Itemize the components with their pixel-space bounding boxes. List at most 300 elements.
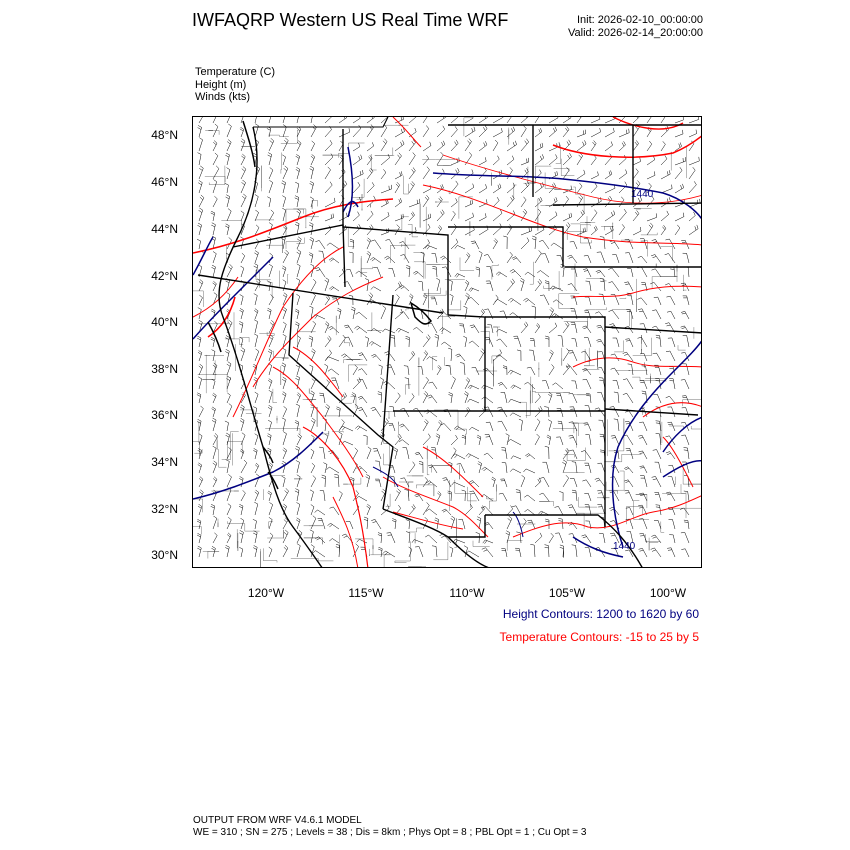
wind-barb-flag — [270, 168, 273, 171]
wind-barb-staff — [632, 364, 633, 375]
county-line — [636, 495, 647, 509]
wind-barb-flag — [334, 474, 338, 475]
wind-barb-flag — [331, 288, 334, 291]
wind-barb-flag — [611, 326, 615, 327]
wind-barb-flag — [214, 516, 217, 518]
wind-barb-flag — [227, 142, 230, 145]
wind-barb-flag — [213, 365, 216, 368]
wind-barb-flag — [569, 140, 571, 144]
wind-barb-staff — [423, 243, 430, 249]
wind-barb-staff — [687, 336, 689, 348]
wind-barb-staff — [504, 311, 507, 319]
wind-barb-staff — [323, 251, 325, 263]
wind-barb-flag — [638, 337, 642, 338]
wind-barb-flag — [327, 338, 329, 341]
wind-barb-staff — [647, 160, 655, 165]
wind-barb-flag — [638, 309, 642, 310]
wind-barb-flag — [428, 214, 429, 218]
wind-barb-flag — [498, 185, 499, 189]
county-line — [612, 310, 630, 327]
wind-barb-flag — [416, 496, 420, 497]
wind-barb-flag — [198, 323, 201, 325]
wind-barb-flag — [311, 505, 314, 507]
wind-barb-staff — [591, 144, 596, 151]
wind-barb-flag — [226, 281, 230, 283]
init-time: Init: 2026-02-10_00:00:00 — [577, 14, 703, 26]
wind-barb-flag — [555, 323, 557, 327]
wind-barb-staff — [283, 409, 287, 417]
wind-barb-flag — [285, 138, 288, 141]
wind-barb-flag — [455, 126, 457, 129]
wind-barb-staff — [689, 229, 698, 235]
wind-barb-staff — [574, 242, 577, 250]
wind-barb-flag — [569, 353, 573, 354]
wind-barb-flag — [369, 342, 372, 345]
wind-barb-flag — [683, 130, 684, 134]
wind-barb-flag — [310, 530, 314, 532]
wind-barb-flag — [482, 548, 486, 550]
wind-barb-staff — [311, 478, 316, 487]
wind-barb-flag — [358, 369, 362, 371]
wind-barb-flag — [199, 366, 202, 369]
wind-barb-flag — [198, 448, 201, 450]
wind-barb-staff — [241, 520, 244, 529]
wind-barb-flag — [240, 407, 243, 409]
wind-barb-staff — [633, 162, 641, 166]
wind-barb-flag — [579, 155, 582, 158]
wind-barb-staff — [283, 478, 285, 487]
wind-barb-flag — [559, 492, 563, 493]
wind-barb-flag — [197, 521, 201, 523]
wind-barb-flag — [679, 144, 680, 148]
wind-barb-flag — [497, 339, 501, 341]
wind-barb-staff — [227, 185, 228, 193]
wind-barb-staff — [574, 267, 577, 277]
wind-barb-flag — [296, 154, 299, 156]
wind-barb-staff — [629, 239, 633, 249]
wind-barb-flag — [392, 519, 396, 521]
wind-barb-flag — [556, 154, 558, 158]
wind-barb-flag — [313, 321, 316, 324]
wind-barb-flag — [253, 519, 257, 521]
wind-barb-flag — [255, 309, 258, 311]
wind-barb-staff — [535, 282, 542, 291]
wind-barb-flag — [499, 171, 500, 175]
wind-barb-staff — [588, 338, 591, 347]
wind-barb-staff — [619, 227, 625, 235]
wind-barb-flag — [510, 413, 513, 416]
wind-barb-staff — [627, 393, 633, 403]
lon-label-105: 105°W — [548, 586, 586, 600]
wind-barb-staff — [506, 463, 507, 473]
wind-barb-flag — [553, 300, 556, 303]
wind-barb-flag — [213, 478, 216, 481]
wind-barb-staff — [331, 369, 339, 375]
wind-barb-flag — [286, 488, 289, 491]
wind-barb-staff — [437, 200, 442, 207]
wind-barb-flag — [636, 169, 639, 172]
wind-barb-flag — [313, 476, 316, 479]
wind-barb-flag — [638, 256, 642, 258]
wind-barb-staff — [556, 300, 563, 305]
wind-barb-staff — [520, 490, 521, 501]
wind-barb-flag — [311, 420, 314, 422]
wind-barb-flag — [664, 225, 666, 228]
wind-barb-staff — [685, 311, 689, 319]
wind-barb-flag — [382, 491, 385, 494]
wind-barb-staff — [660, 421, 662, 431]
wind-barb-flag — [199, 434, 202, 436]
wind-barb-flag — [212, 350, 216, 352]
wind-barb-flag — [500, 184, 501, 188]
wind-barb-flag — [239, 321, 243, 323]
wind-barb-staff — [465, 173, 473, 179]
wind-barb-flag — [470, 386, 473, 389]
county-line — [609, 419, 624, 451]
wind-barb-staff — [283, 157, 286, 165]
wind-barb-flag — [227, 393, 230, 396]
wind-barb-flag — [569, 524, 573, 526]
wind-barb-flag — [369, 170, 372, 173]
lon-label-120: 120°W — [247, 586, 285, 600]
wind-barb-flag — [651, 535, 655, 537]
wind-barb-staff — [465, 256, 470, 263]
wind-barb-flag — [226, 197, 230, 199]
wind-barb-flag — [435, 334, 439, 336]
county-line — [489, 484, 496, 509]
wind-barb-flag — [540, 156, 542, 160]
wind-barb-flag — [522, 475, 525, 477]
county-line — [384, 445, 390, 465]
wind-barb-staff — [423, 117, 428, 123]
wind-barb-flag — [267, 129, 271, 131]
wind-barb-flag — [199, 492, 202, 495]
wind-barb-staff — [502, 421, 507, 431]
wind-barb-staff — [688, 492, 689, 502]
wind-barb-staff — [311, 214, 315, 222]
wind-barb-flag — [383, 306, 386, 309]
wind-barb-flag — [528, 522, 532, 523]
wind-barb-flag — [435, 518, 439, 520]
wind-barb-flag — [465, 295, 468, 298]
wind-barb-flag — [383, 329, 386, 332]
wind-barb-flag — [477, 437, 481, 439]
wind-barb-flag — [345, 337, 349, 338]
wind-barb-flag — [268, 308, 272, 310]
wind-barb-staff — [387, 381, 396, 389]
wind-barb-staff — [325, 117, 334, 123]
wind-barb-flag — [559, 142, 560, 146]
county-line — [545, 173, 559, 189]
wind-barb-staff — [605, 157, 612, 165]
wind-barb-flag — [269, 405, 272, 407]
wind-barb-staff — [486, 548, 494, 557]
wind-barb-staff — [311, 367, 313, 375]
wind-barb-staff — [213, 156, 218, 165]
wind-barb-flag — [600, 281, 604, 282]
wind-barb-flag — [367, 504, 370, 506]
wind-barb-flag — [503, 236, 507, 237]
wind-barb-staff — [435, 448, 437, 459]
wind-barb-staff — [687, 296, 689, 305]
wind-barb-flag — [371, 240, 375, 241]
wind-barb-staff — [535, 186, 544, 193]
wind-barb-flag — [683, 213, 684, 217]
wind-barb-flag — [626, 130, 627, 134]
wind-barb-staff — [614, 477, 619, 487]
wind-barb-flag — [269, 337, 272, 340]
wind-barb-staff — [339, 172, 345, 179]
wind-barb-flag — [367, 240, 370, 243]
wind-barb-flag — [356, 490, 359, 493]
wind-barb-flag — [454, 448, 457, 451]
wind-barb-staff — [344, 441, 353, 445]
wind-barb-flag — [665, 323, 669, 324]
wind-barb-flag — [257, 279, 260, 282]
county-line — [274, 351, 289, 359]
wind-barb-flag — [623, 352, 627, 353]
wind-barb-staff — [479, 268, 480, 277]
wind-barb-staff — [654, 282, 661, 291]
wind-barb-flag — [401, 171, 402, 175]
wind-barb-flag — [355, 426, 358, 429]
county-line — [227, 441, 242, 458]
wind-barb-flag — [484, 468, 487, 471]
wind-barb-staff — [534, 545, 535, 557]
field-winds: Winds (kts) — [195, 91, 250, 103]
wind-barb-staff — [336, 297, 339, 305]
wind-barb-staff — [367, 146, 374, 151]
wind-barb-staff — [576, 491, 577, 501]
wind-barb-staff — [672, 407, 676, 417]
wind-barb-staff — [409, 215, 415, 221]
wind-barb-flag — [198, 153, 202, 155]
wind-barb-flag — [429, 467, 433, 468]
wind-barb-flag — [239, 324, 243, 326]
wind-barb-staff — [345, 354, 353, 361]
wind-barb-staff — [577, 232, 585, 235]
wind-barb-flag — [582, 535, 586, 536]
wind-barb-flag — [416, 454, 420, 455]
wind-barb-staff — [528, 382, 535, 389]
wind-barb-staff — [513, 269, 521, 277]
wind-barb-staff — [669, 396, 675, 403]
wind-barb-staff — [297, 184, 299, 193]
wind-barb-flag — [568, 222, 570, 225]
wind-barb-flag — [441, 212, 443, 215]
wind-barb-flag — [227, 168, 230, 170]
wind-barb-flag — [425, 351, 428, 354]
wind-barb-staff — [297, 395, 301, 403]
wind-barb-staff — [375, 354, 381, 361]
wind-barb-flag — [213, 283, 216, 286]
wind-barb-flag — [283, 450, 286, 453]
wind-barb-flag — [635, 142, 638, 145]
wind-barb-staff — [227, 461, 229, 473]
wind-barb-flag — [516, 492, 520, 493]
wind-barb-staff — [511, 370, 521, 375]
wind-barb-staff — [283, 127, 286, 137]
wind-barb-flag — [340, 426, 343, 429]
wind-barb-staff — [399, 328, 410, 333]
wind-barb-flag — [243, 194, 246, 197]
wind-barb-flag — [242, 169, 245, 172]
wind-barb-flag — [255, 434, 258, 436]
wind-barb-flag — [681, 380, 685, 381]
model-version: OUTPUT FROM WRF V4.6.1 MODEL — [193, 815, 362, 826]
wind-barb-flag — [386, 200, 387, 204]
wind-barb-flag — [598, 199, 599, 203]
wind-barb-flag — [311, 545, 314, 547]
wind-barb-flag — [268, 434, 272, 436]
wind-barb-flag — [284, 168, 287, 171]
wind-barb-staff — [605, 174, 612, 179]
wind-barb-staff — [409, 171, 415, 179]
wind-barb-staff — [521, 231, 532, 235]
wind-barb-staff — [493, 353, 502, 361]
wind-barb-staff — [283, 434, 287, 445]
wind-barb-flag — [567, 142, 569, 146]
wind-barb-staff — [381, 232, 389, 235]
wind-barb-staff — [507, 255, 513, 263]
wind-barb-staff — [325, 170, 331, 179]
wind-barb-flag — [649, 225, 652, 228]
wind-barb-staff — [445, 509, 451, 515]
wind-barb-flag — [536, 325, 538, 328]
wind-barb-flag — [400, 255, 404, 256]
wind-barb-staff — [395, 285, 402, 291]
wind-barb-flag — [567, 255, 571, 257]
wind-barb-staff — [479, 352, 485, 362]
wind-barb-staff — [675, 188, 684, 193]
wind-barb-flag — [268, 448, 272, 450]
wind-barb-staff — [661, 174, 670, 179]
wind-barb-flag — [442, 142, 444, 146]
county-line — [539, 502, 553, 507]
wind-barb-flag — [361, 155, 362, 159]
wind-barb-flag — [211, 311, 214, 313]
wind-barb-flag — [624, 209, 626, 212]
wind-barb-flag — [565, 323, 568, 326]
wind-barb-flag — [468, 385, 471, 388]
wind-barb-flag — [470, 482, 474, 484]
wind-barb-flag — [551, 243, 554, 246]
wind-barb-flag — [442, 258, 445, 260]
wind-barb-staff — [360, 466, 367, 473]
wind-barb-staff — [535, 422, 540, 431]
wind-barb-staff — [544, 477, 549, 487]
wind-barb-staff — [339, 132, 350, 137]
wind-barb-flag — [694, 212, 696, 216]
wind-barb-flag — [268, 237, 272, 239]
wind-barb-flag — [652, 326, 656, 327]
wind-barb-staff — [332, 450, 339, 459]
wind-barb-flag — [623, 379, 627, 380]
wind-barb-flag — [545, 446, 549, 447]
wind-barb-flag — [226, 195, 230, 197]
wind-barb-staff — [362, 369, 367, 375]
wind-barb-flag — [637, 210, 639, 213]
wind-barb-flag — [284, 293, 287, 295]
wind-barb-flag — [570, 242, 574, 243]
wind-barb-flag — [326, 322, 329, 325]
wind-barb-flag — [198, 225, 202, 227]
wind-barb-staff — [417, 327, 423, 333]
wind-barb-staff — [605, 145, 613, 151]
wind-barb-staff — [402, 440, 409, 445]
wind-barb-staff — [325, 229, 331, 235]
wind-barb-flag — [216, 166, 219, 169]
wind-barb-staff — [297, 477, 300, 487]
county-line — [268, 135, 289, 136]
wind-barb-flag — [542, 143, 543, 147]
wind-barb-flag — [370, 257, 373, 260]
wind-barb-flag — [412, 141, 414, 144]
wind-barb-flag — [550, 352, 553, 355]
wind-barb-flag — [256, 474, 259, 476]
wind-barb-staff — [442, 328, 451, 333]
wind-barb-flag — [508, 518, 511, 521]
wind-barb-staff — [241, 157, 245, 165]
wind-barb-staff — [585, 450, 591, 459]
wind-barb-flag — [310, 393, 313, 395]
wind-barb-flag — [580, 195, 583, 198]
wind-barb-flag — [255, 210, 258, 213]
wind-barb-staff — [325, 476, 326, 487]
wind-barb-flag — [594, 141, 597, 144]
wind-barb-staff — [507, 436, 509, 446]
wind-barb-staff — [487, 453, 493, 459]
wind-barb-staff — [661, 144, 665, 151]
wind-barb-staff — [490, 422, 493, 431]
wind-barb-staff — [353, 118, 360, 123]
wind-barb-staff — [687, 253, 689, 263]
wind-barb-staff — [436, 254, 438, 263]
wind-barb-flag — [680, 167, 682, 170]
wind-barb-flag — [642, 391, 646, 392]
wind-barb-staff — [641, 337, 647, 347]
wind-barb-flag — [310, 166, 314, 168]
wind-barb-staff — [689, 216, 695, 222]
wind-barb-flag — [669, 197, 670, 201]
wind-barb-flag — [197, 548, 201, 550]
wind-barb-staff — [395, 175, 402, 179]
wind-barb-flag — [508, 370, 511, 373]
wind-barb-flag — [668, 550, 672, 551]
wind-barb-flag — [448, 348, 452, 349]
wind-barb-flag — [611, 242, 615, 243]
wind-barb-flag — [486, 184, 487, 188]
wind-barb-flag — [424, 352, 427, 355]
wind-barb-staff — [685, 240, 689, 249]
wind-barb-flag — [456, 170, 458, 174]
wind-barb-flag — [683, 397, 687, 398]
wind-barb-flag — [538, 394, 540, 397]
wind-barb-flag — [540, 197, 542, 201]
wind-barb-flag — [456, 181, 458, 184]
wind-barb-flag — [539, 250, 542, 253]
wind-barb-flag — [506, 533, 510, 535]
wind-barb-staff — [630, 448, 633, 459]
wind-barb-flag — [624, 354, 628, 356]
wind-barb-flag — [485, 434, 489, 435]
wind-barb-staff — [643, 493, 647, 501]
wind-barb-flag — [297, 252, 300, 254]
wind-barb-staff — [381, 142, 387, 151]
wind-barb-flag — [331, 259, 334, 262]
wind-barb-staff — [493, 159, 499, 165]
wind-barb-staff — [601, 252, 605, 263]
